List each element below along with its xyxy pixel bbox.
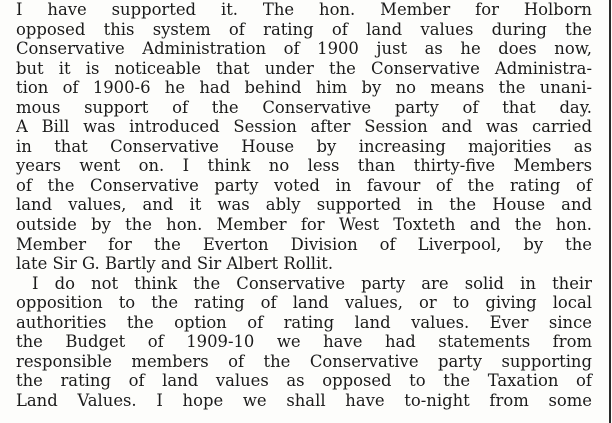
text-line: of the Conservative party voted in favour of the rating of bbox=[16, 175, 592, 195]
text-line: opposition to the rating of land values, or to giving local bbox=[16, 293, 592, 313]
text-line: the rating of land values as opposed to the Taxation of bbox=[16, 371, 592, 391]
text-line: Conservative Administration of 1900 just as he does now, bbox=[16, 39, 592, 59]
paragraph-1 bbox=[16, 0, 592, 274]
text-line: outside by the hon. Member for West Toxteth and the hon. bbox=[16, 215, 592, 235]
text-line: tion of 1900-6 he had behind him by no means the unani- bbox=[16, 78, 592, 98]
text-line: A Bill was introduced Session after Session and was carried bbox=[16, 117, 592, 137]
text-line: the Budget of 1909-10 we have had statements from bbox=[16, 332, 592, 352]
text-line: Member for the Everton Division of Liverpool, by the bbox=[16, 234, 592, 254]
text-line: authorities the option of rating land values. Ever since bbox=[16, 312, 592, 332]
text-line: Land Values. I hope we shall have to-night from some bbox=[16, 390, 592, 410]
document-text bbox=[16, 0, 592, 410]
text-line: I have supported it. The hon. Member for Holborn bbox=[16, 0, 592, 19]
text-line: but it is noticeable that under the Conservative Administra- bbox=[16, 58, 592, 78]
text-line: I do not think the Conservative party are solid in their bbox=[32, 273, 592, 293]
text-line: in that Conservative House by increasing majorities as bbox=[16, 136, 592, 156]
column-rule bbox=[609, 0, 611, 423]
text-line: years went on. I think no less than thirty-five Members bbox=[16, 156, 592, 176]
text-line: late Sir G. Bartly and Sir Albert Rollit. bbox=[16, 254, 334, 274]
text-line: opposed this system of rating of land values during the bbox=[16, 19, 592, 39]
paragraph-2 bbox=[16, 274, 592, 411]
text-line: land values, and it was ably supported in the House and bbox=[16, 195, 592, 215]
text-line: responsible members of the Conservative party supporting bbox=[16, 351, 592, 371]
text-line: mous support of the Conservative party of that day. bbox=[16, 97, 592, 117]
